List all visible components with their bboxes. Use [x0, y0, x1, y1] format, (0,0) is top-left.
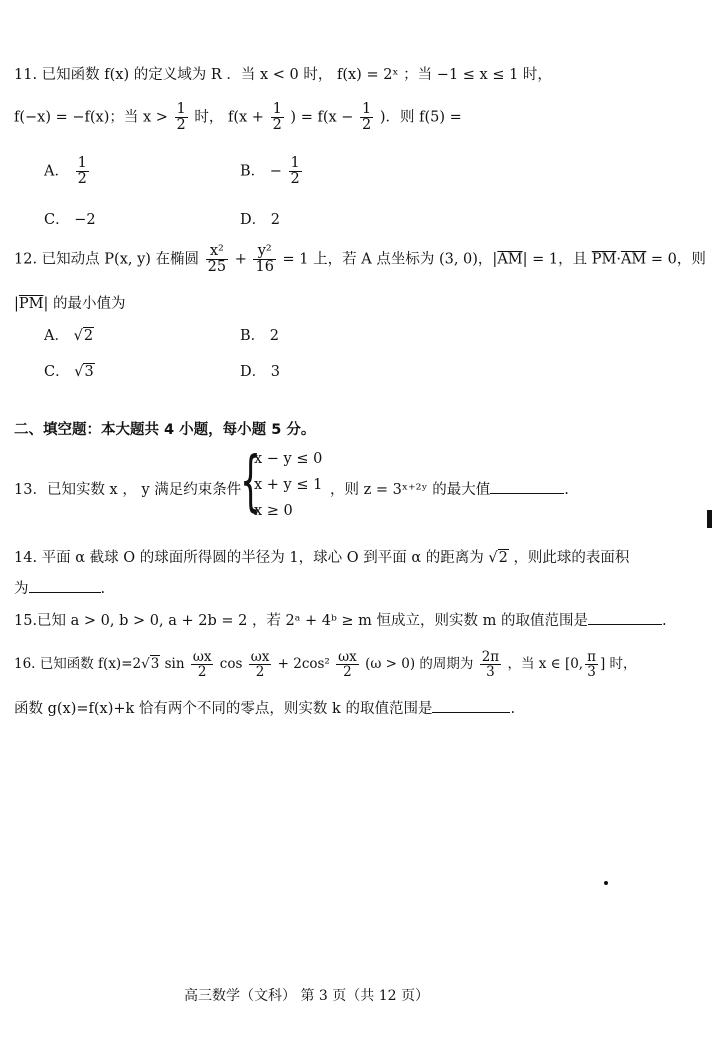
q11-option-d: D． 2 — [240, 212, 280, 228]
q13-constraint-1: x − y ≤ 0 — [254, 451, 323, 467]
q11-line2-mid1: 时， f(x + — [194, 109, 264, 126]
q16-line2-pre: 函数 g(x)=f(x)+k 恰有两个不同的零点，则实数 k 的取值范围是 — [14, 701, 433, 717]
q12-mid: = 1 上，若 A 点坐标为 (3, 0)，| — [282, 251, 498, 268]
q11-frac-half-2: $\frac{1}{2}$ — [272, 101, 282, 134]
q16-close: ] 时， — [599, 656, 637, 673]
q14-line2-post: . — [100, 581, 106, 597]
q12-vector-am: $\overline{AM}$ — [497, 251, 523, 268]
q12-post: = 0，则 — [650, 251, 706, 268]
q12-option-c-label: C． — [44, 364, 70, 380]
q12-line1 — [14, 244, 706, 275]
q11-option-a-frac: $\frac{1}{2}$ — [77, 155, 87, 188]
q12-pre: 12. 已知动点 P(x, y) 在椭圆 — [14, 251, 200, 268]
q15-line — [14, 609, 667, 630]
section-heading: 二、填空题：本大题共 4 小题，每小题 5 分。 — [14, 422, 316, 438]
q12-option-c — [44, 360, 95, 381]
q14-line2-pre: 为 — [14, 581, 29, 597]
q14-line2 — [14, 577, 105, 598]
q12-option-d: D． 3 — [240, 364, 280, 380]
q14-line1 — [14, 546, 629, 567]
q16-line2-post: . — [510, 701, 516, 717]
q16-frac-wx-3: $\frac{\omega x}{2}$ — [338, 649, 357, 681]
q16-line1 — [14, 650, 637, 679]
q16-cos: cos — [219, 656, 243, 673]
q13-pre: 13．已知实数 x ， y 满足约束条件 — [14, 482, 242, 498]
q14-sqrt: √2 — [488, 550, 508, 566]
q16-when: ，当 x ∈ [0, — [507, 656, 584, 673]
q13-end: . — [564, 482, 569, 498]
q13-answer-blank — [490, 479, 564, 494]
q14-line1-post: ，则此球的表面积 — [513, 550, 630, 566]
q12-option-c-sqrt: √3 — [74, 364, 94, 380]
q11-line2-pre: f(−x) = −f(x)；当 x > — [14, 109, 168, 126]
q13-post — [330, 478, 569, 499]
q12-frac-x: $\frac{\text{x²}}{25}$ — [207, 243, 227, 276]
scan-margin-mark — [707, 510, 712, 528]
q12-option-a — [44, 324, 94, 345]
page-footer: 高三数学（文科） 第 3 页（共 12 页） — [184, 988, 429, 1004]
q12-line2-pre: | — [14, 296, 19, 312]
q13-constraint-3: x ≥ 0 — [254, 503, 293, 519]
q13-post-text: ，则 z = 3ˣ⁺²ʸ 的最大值 — [330, 482, 491, 498]
q12-vector-pm: $\overline{PM}$ — [591, 251, 617, 268]
q11-frac-half-1: $\frac{1}{2}$ — [176, 101, 186, 134]
q11-option-b-frac: $\frac{1}{2}$ — [290, 155, 300, 188]
q15-answer-blank — [588, 610, 662, 625]
q11-option-b-sign: − — [269, 163, 282, 180]
q16-line2 — [14, 697, 515, 718]
q16-frac-wx-2: $\frac{\omega x}{2}$ — [250, 649, 270, 681]
q12-dot: · — [616, 251, 621, 268]
q14-answer-blank — [29, 578, 101, 593]
q12-plus: + — [234, 251, 247, 268]
q12-vector-am-2: $\overline{AM}$ — [620, 251, 647, 268]
q15-end: . — [661, 613, 667, 629]
scan-dot — [604, 881, 608, 885]
q16-cond: (ω > 0) 的周期为 — [365, 656, 474, 673]
q11-option-a — [44, 156, 91, 187]
q16-answer-blank — [432, 698, 510, 713]
q14-line1-pre: 14. 平面 α 截球 O 的球面所得圆的半径为 1，球心 O 到平面 α 的距离为 — [14, 550, 484, 566]
q11-option-b-label: B． — [240, 163, 266, 180]
q12-line2-post: | 的最小值为 — [43, 296, 126, 312]
q12-option-a-label: A． — [44, 328, 69, 344]
q12-vector-pm-2: $\overline{PM}$ — [18, 296, 44, 312]
q16-sin: sin — [164, 656, 185, 673]
q16-mid: + 2cos² — [277, 656, 330, 673]
q13-brace: { — [240, 442, 261, 519]
q15-text: 15.已知 a > 0, b > 0, a + 2b = 2 ，若 2ᵃ + 4ᵇ ≥ m 恒成立，则实数 m 的取值范围是 — [14, 613, 588, 629]
q11-frac-half-3: $\frac{1}{2}$ — [362, 101, 372, 134]
q12-option-b: B． 2 — [240, 328, 279, 344]
q11-line1: 11. 已知函数 f(x) 的定义域为 R ．当 x < 0 时， f(x) = 2ˣ ；当 −1 ≤ x ≤ 1 时， — [14, 67, 552, 83]
q16-sqrt: √3 — [141, 656, 160, 673]
q11-line2-mid2: ) = f(x − — [290, 109, 354, 126]
q11-option-c: C． −2 — [44, 212, 96, 228]
q16-frac-interval: $\frac{\pi}{3}$ — [587, 649, 596, 681]
q16-frac-period: $\frac{2\pi}{3}$ — [481, 649, 500, 681]
q12-option-a-sqrt: √2 — [73, 328, 94, 344]
q16-pre: 16. 已知函数 f(x)=2 — [14, 656, 142, 673]
q12-line2 — [14, 292, 126, 313]
q11-line2 — [14, 102, 462, 133]
q11-option-a-label: A． — [44, 163, 69, 180]
q12-frac-y: $\frac{\text{y²}}{16}$ — [255, 243, 274, 276]
q13-constraint-2: x + y ≤ 1 — [254, 477, 323, 493]
q12-mid2: | = 1，且 — [522, 251, 588, 268]
q11-option-b — [240, 156, 304, 187]
q16-frac-wx-1: $\frac{\omega x}{2}$ — [192, 649, 212, 681]
q11-line2-post: )．则 f(5) = — [379, 109, 462, 126]
